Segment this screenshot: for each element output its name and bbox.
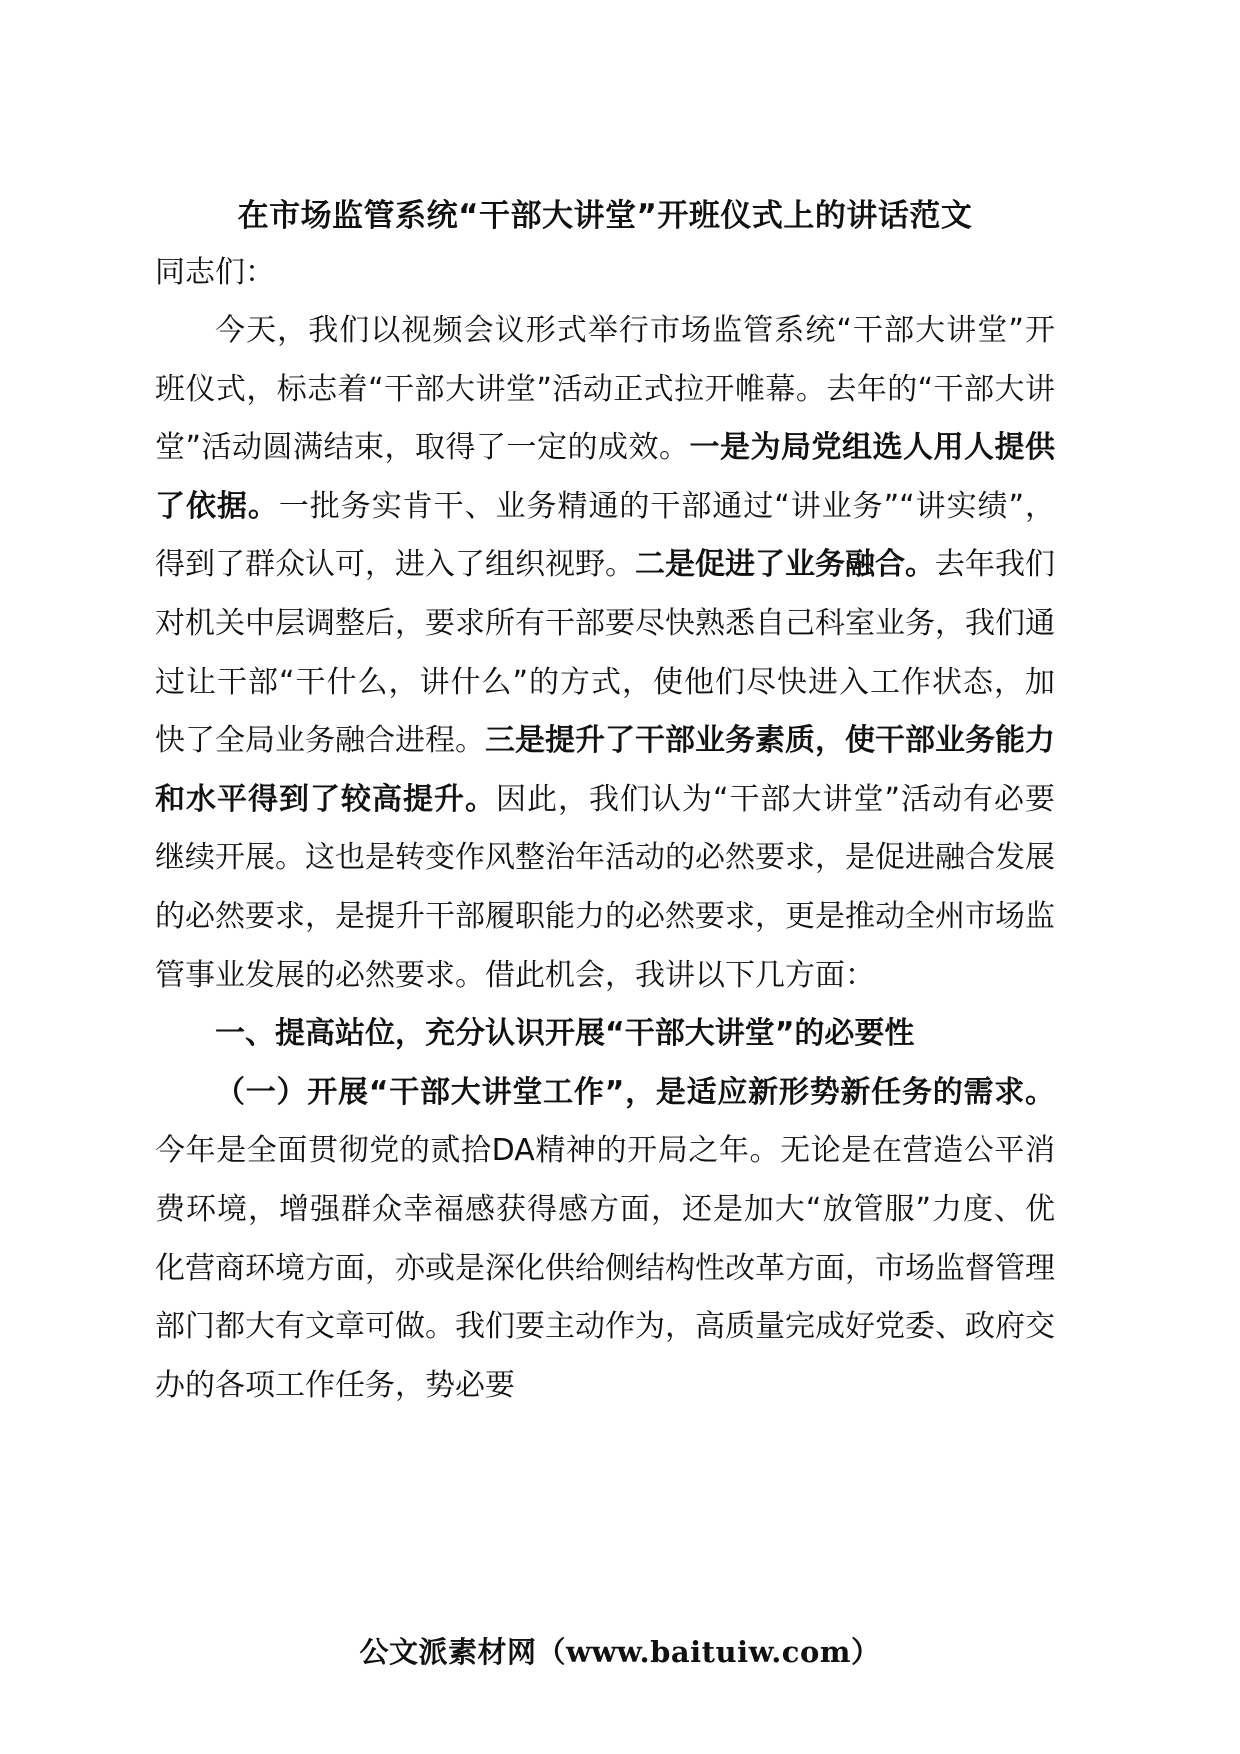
intro-text-4: 因此，我们认为“干部大讲堂”活动有必要继续开展。这也是转变作风整治年活动的必然要求，是促进融合发展的必然要求，是提升干部履职能力的必然要求，更是推动全州市场监管事业发展的必然要求。借此机会，我讲以下几方面： [155,781,1055,993]
point-one-heading: 一是为局党组选人用人提供了依据。 [155,430,1055,524]
section-one-heading: 一、提高站位，充分认识开展“干部大讲堂”的必要性 [215,1016,915,1052]
subsection-one-heading: （一）开展“干部大讲堂工作”，是适应新形势新任务的需求。 [215,1074,1055,1110]
section-one-paragraph [155,1064,1055,1416]
document-title: 在市场监管系统“干部大讲堂”开班仪式上的讲话范文 [237,198,973,234]
salutation: 同志们： [155,255,275,290]
document-body [155,188,1055,1415]
point-three-heading: 三是提升了干部业务素质，使干部业务能力和水平得到了较高提升。 [155,723,1055,817]
intro-text-1: 今天，我们以视频会议形式举行市场监管系统“干部大讲堂”开班仪式，标志着“干部大讲堂”活动正式拉开帷幕。去年的“干部大讲堂”活动圆满结束，取得了一定的成效。 [155,313,1055,466]
intro-text-3: 去年我们对机关中层调整后，要求所有干部要尽快熟悉自己科室业务，我们通过让干部“干什么，讲什么”的方式，使他们尽快进入工作状态，加快了全局业务融合进程。 [155,547,1055,759]
footer-watermark: 公文派素材网（www.baituiw.com） [359,1635,881,1669]
intro-paragraph [155,302,1055,1005]
point-two-heading: 二是促进了业务融合。 [635,547,935,583]
subsection-one-text: 今年是全面贯彻党的贰拾DA精神的开局之年。无论是在营造公平消费环境，增强群众幸福感获得感方面，还是加大“放管服”力度、优化营商环境方面，亦或是深化供给侧结构性改革方面，市场监督管理部门都大有文章可做。我们要主动作为，高质量完成好党委、政府交办的各项工作任务，势必要 [155,1133,1055,1403]
intro-text-2: 一批务实肯干、业务精通的干部通过“讲业务”“讲实绩”，得到了群众认可，进入了组织视野。 [155,488,1056,583]
